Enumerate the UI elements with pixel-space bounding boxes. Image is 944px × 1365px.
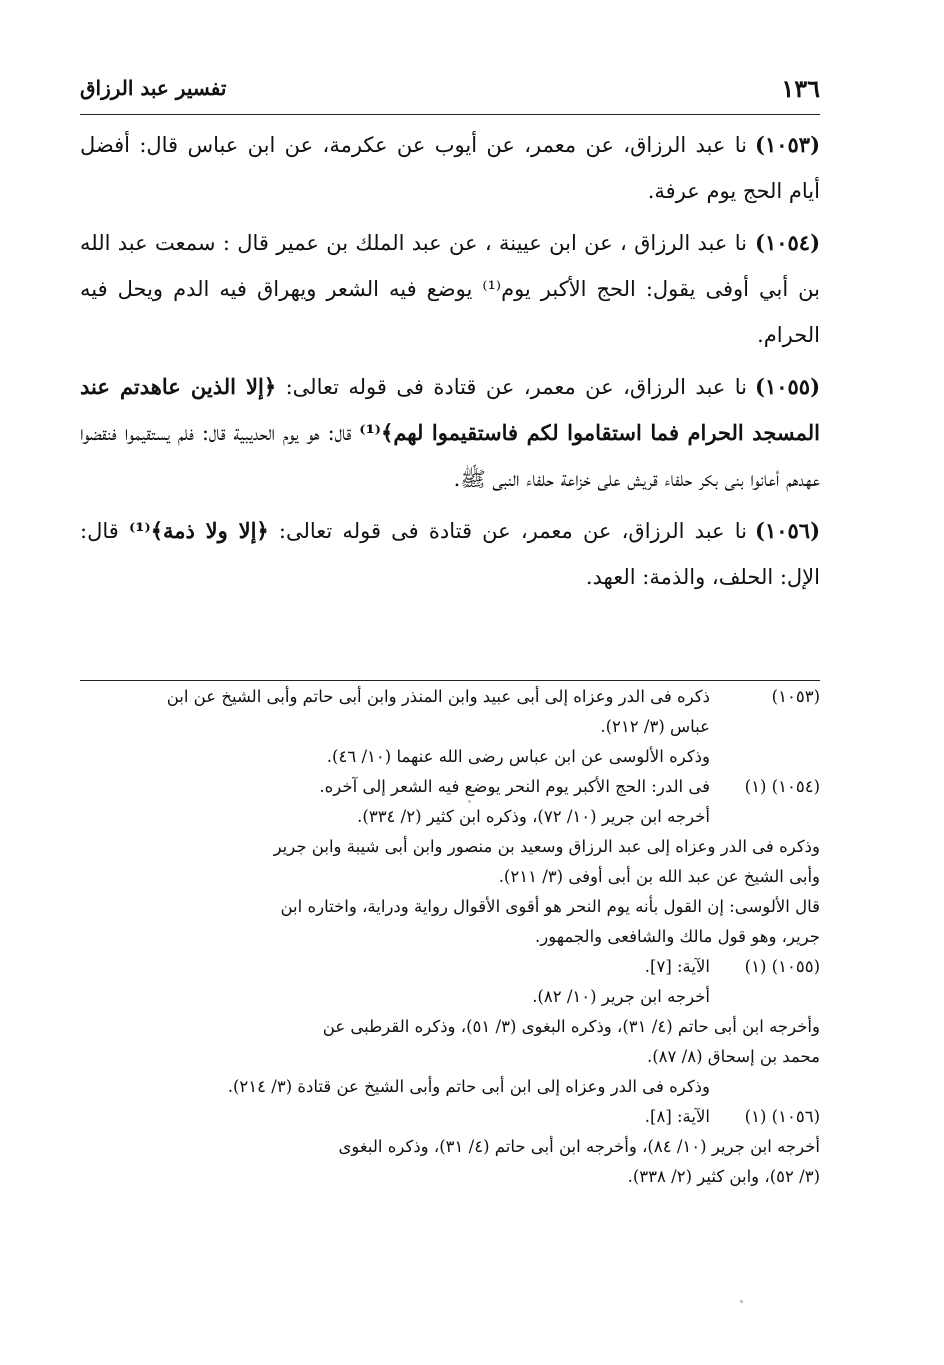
entry-1055 [80, 364, 820, 502]
footnote-line: محمد بن إسحاق (٨/ ٨٧). [646, 1047, 820, 1066]
main-text [80, 122, 820, 606]
entry-text: قال: الإل: الحلف، والذمة: العهد. [80, 519, 820, 589]
footnote-line: وأخرجه ابن أبى حاتم (٤/ ٣١)، وذكره البغوى (٣/ ٥١)، وذكره القرطبى عن [322, 1017, 820, 1036]
footnote-1053 [80, 682, 820, 772]
page-number: ١٣٦ [781, 73, 820, 103]
entry-1056 [80, 508, 820, 600]
footnote-line: أخرجه ابن جرير (١٠/ ٧٢)، وذكره ابن كثير (٢/ ٣٣٤). [357, 807, 710, 826]
footnote-line: الآية: [٨]. [644, 1107, 710, 1126]
footnote-line: فى الدر: الحج الأكبر يوم النحر يوضع فيه الشعر إلى آخره. [319, 777, 710, 796]
footnote-line: الآية: [٧]. [644, 957, 710, 976]
footnote-line: عباس (٣/ ٢١٢). [600, 717, 710, 736]
footnotes [80, 682, 820, 1192]
footnote-label: (١٠٥٤) (١) [744, 777, 820, 796]
footnote-label: (١٠٥٣) [771, 687, 820, 706]
quran-verse: ﴿إلا ولا ذمة﴾⁽¹⁾ [128, 518, 269, 543]
footnote-1055 [80, 952, 820, 1102]
entry-1053 [80, 122, 820, 214]
footnote-line: أخرجه ابن جرير (١٠/ ٨٢). [532, 987, 710, 1006]
footnote-line: قال الألوسى: إن القول بأنه يوم النحر هو أقوى الأقوال رواية ودراية، واختاره ابن [280, 897, 820, 916]
entry-text: نا عبد الرزاق ، عن ابن عيينة ، عن عبد الملك بن عمير قال : سمعت عبد الله بن أبي أوفى يقول: الحج الأكبر يوم⁽¹⁾ يوضع فيه الشعر ويهراق فيه الدم ويحل فيه الحرام. [80, 231, 820, 347]
entry-text: قال: هو يوم الحديبية قال: فلم يستقيموا فنقضوا عهدهم أعانوا بنى بكر حلفاء قريش على خزاعة حلفاء النبى ﷺ. [80, 421, 820, 491]
entry-text: نا عبد الرزاق، عن معمر، عن قتادة فى قوله تعالى: [285, 375, 747, 399]
scan-speck [740, 1300, 743, 1303]
entry-1054 [80, 220, 820, 358]
footnote-line: وذكره الألوسى عن ابن عباس رضى الله عنهما (١٠/ ٤٦). [326, 747, 710, 766]
footnote-line: وذكره فى الدر وعزاه إلى ابن أبى حاتم وأبى الشيخ عن قتادة (٣/ ٢١٤). [227, 1077, 710, 1096]
page-header [80, 70, 820, 106]
entry-text: نا عبد الرزاق، عن معمر، عن قتادة فى قوله تعالى: [278, 519, 747, 543]
footnote-label: (١٠٥٦) (١) [744, 1107, 820, 1126]
footnote-label: (١٠٥٥) (١) [744, 957, 820, 976]
running-title: تفسير عبد الرزاق [80, 76, 227, 100]
entry-number: (١٠٥٣) [755, 132, 820, 157]
entry-number: (١٠٥٤) [755, 230, 820, 255]
entry-number: (١٠٥٥) [755, 374, 820, 399]
footnote-1056 [80, 1102, 820, 1192]
scan-speck [468, 800, 471, 803]
entry-text: نا عبد الرزاق، عن معمر، عن أيوب عن عكرمة، عن ابن عباس قال: أفضل أيام الحج يوم عرفة. [80, 133, 820, 203]
footnote-line: ذكره فى الدر وعزاه إلى أبى عبيد وابن المنذر وابن أبى حاتم وأبى الشيخ عن ابن [166, 687, 710, 706]
footnote-line: (٣/ ٥٢)، وابن كثير (٢/ ٣٣٨). [627, 1167, 820, 1186]
footnote-1054 [80, 772, 820, 952]
footnote-line: جرير، وهو قول مالك والشافعى والجمهور. [535, 927, 820, 946]
footnote-line: وذكره فى الدر وعزاه إلى عبد الرزاق وسعيد بن منصور وابن أبى شيبة وابن جرير [273, 837, 820, 856]
entry-number: (١٠٥٦) [755, 518, 820, 543]
footnote-line: وأبى الشيخ عن عبد الله بن أبى أوفى (٣/ ٢١١). [498, 867, 820, 886]
footnote-line: أخرجه ابن جرير (١٠/ ٨٤)، وأخرجه ابن أبى حاتم (٤/ ٣١)، وذكره البغوى [338, 1137, 820, 1156]
footnote-divider [80, 680, 820, 681]
header-rule [80, 114, 820, 115]
quran-verse: ﴿إلا الذين عاهدتم عند المسجد الحرام فما استقاموا لكم فاستقيموا لهم﴾⁽¹⁾ [80, 374, 820, 445]
